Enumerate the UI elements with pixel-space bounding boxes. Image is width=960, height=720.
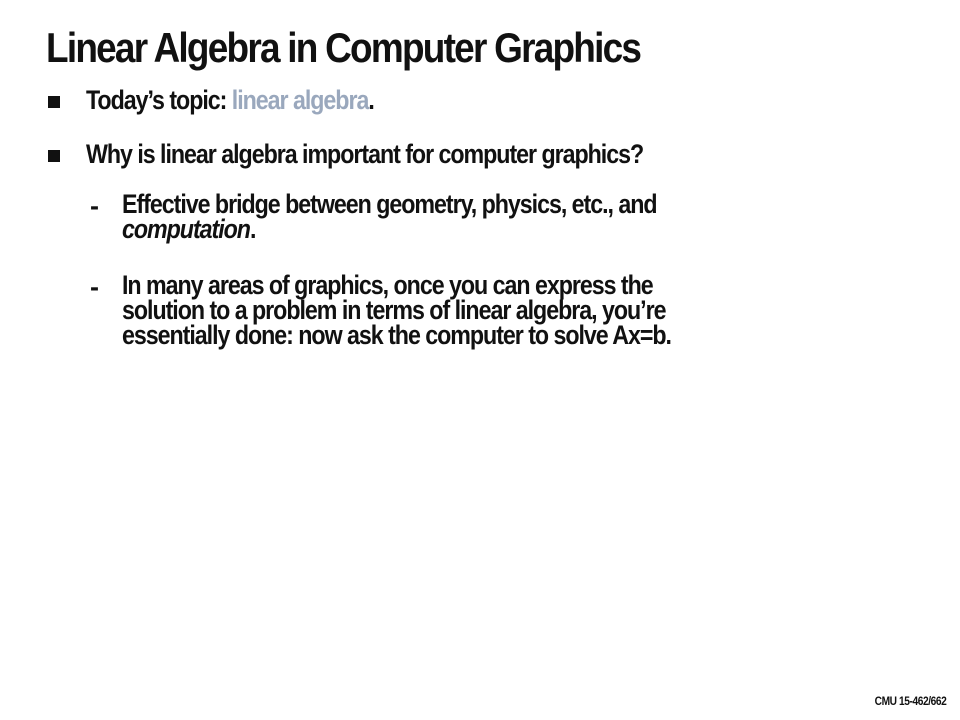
bullet-1-prefix: Today’s topic:	[86, 85, 232, 115]
bullet-1-text	[86, 86, 374, 114]
bullet-square-icon	[48, 150, 60, 162]
course-footer: CMU 15-462/662	[874, 694, 946, 708]
slide-title: Linear Algebra in Computer Graphics	[46, 24, 641, 71]
sub-bullet-1-emphasis: computation	[122, 214, 250, 244]
bullet-2-text: Why is linear algebra important for computer graphics?	[86, 139, 644, 169]
sub-bullet-2-text	[122, 270, 671, 350]
sub-bullet-2-line-2: solution to a problem in terms of linear algebra, you’re	[122, 295, 666, 325]
sub-bullet-2-line-1: In many areas of graphics, once you can express the	[122, 270, 653, 300]
bullet-1-highlight: linear algebra	[231, 85, 369, 115]
sub-bullet-2-line-3: essentially done: now ask the computer to solve Ax=b.	[122, 320, 671, 350]
dash-icon: -	[90, 191, 99, 221]
sub-bullet-1-line-1: Effective bridge between geometry, physics, etc., and	[122, 189, 657, 219]
sub-bullet-1-text	[122, 189, 657, 244]
sub-bullet-1-suffix: .	[249, 214, 256, 244]
bullet-1-suffix: .	[368, 85, 374, 115]
dash-icon: -	[90, 272, 99, 302]
bullet-square-icon	[48, 96, 60, 108]
sub-bullet-1-line-2	[122, 214, 657, 244]
